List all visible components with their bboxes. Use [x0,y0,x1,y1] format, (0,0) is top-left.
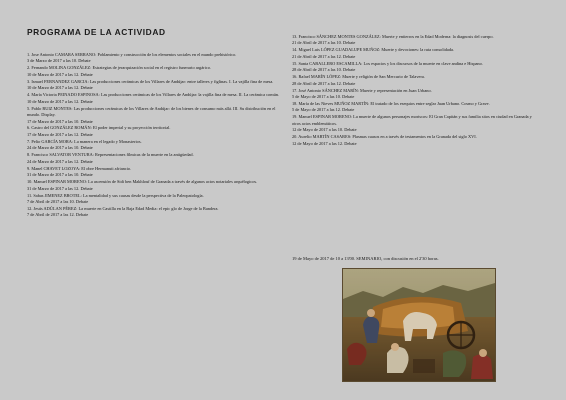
entry-date: 21 de Abril de 2017 a las 12. Debate [292,53,356,59]
entry-text: 18. María de las Nieves MUÑOZ MARTÍN: El tratado de los esequios entre seglar Juan Urbano. Cosmo y Grave. [292,101,490,107]
entry-text: 11. Sabas JIMENEZ BROTEL: La mentalidad y sus causas desde la perspectiva de la Paleopatología. [27,192,204,198]
left-entry [27,139,282,152]
entry-text: 4. María Victoria PEINADO ESPINOSA: Las producciones cerámicas de los Villares de Andújar: la vajilla fina de mesa. II. La cerámica común. [27,92,280,98]
entry-text: 8. Francisco SALVATOR VENTURA: Representaciones fílmicas de la muerte en la antigüedad. [27,152,194,158]
right-entry [292,47,538,60]
entry-text: 13. Francisco SÁNCHEZ MONTES GONZÁLEZ: Muerte y entierros en la Edad Moderna: la diagnosis del cuerpo. [292,34,494,39]
right-entry [292,101,538,114]
entry-date: 5 de Mayo de 2017 a las 10. Debate [292,94,355,100]
left-entry [27,193,282,206]
entry-text: 9. Manel CHAVET LOZOYA: El obre Hermanuti afriancio. [27,165,132,171]
painting-image [342,268,496,382]
entry-text: 14. Miguel Luis LÓPEZ GUADALUPE MUÑOZ: Muerte y devociones: la ruta consolidada. [292,47,455,53]
left-entry [27,179,282,192]
entry-date: 24 de Marzo de 2017 a las 12. Debate [27,158,93,164]
entry-text: 15. Santa CABALLERO ESCAMILLA: Los espacios y los discursos de la muerte en clave andina e Hispano. [292,60,483,66]
right-entry [292,88,538,101]
left-entry [27,106,282,125]
left-entry [27,152,282,165]
entry-text: 16. Rafael MARÍN LÓPEZ: Muerte y religión de San Mercurio de Talavera. [292,74,425,80]
right-entry [292,114,538,133]
entry-text: 6. Castro del GONZÁLEZ ROMÁN: El poder imperial y su proyección territorial. [27,125,171,131]
right-entry [292,74,538,87]
entry-date: 10 de Marzo de 2017 a las 12. Debate [27,85,93,91]
entry-text: 12. Jesús ADÚLAN PÉREZ: La muerte en Castilla en la Baja Edad Media: el epic glo de Jorge de la Bandera. [27,205,219,211]
document-title: PROGRAMA DE LA ACTIVIDAD [27,27,166,37]
left-entry [27,52,282,65]
left-entry [27,125,282,138]
entry-date: 31 de Marzo de 2017 a las 10. Debate [27,172,93,178]
left-entry [27,92,282,105]
entry-date: 7 de Abril de 2017 a las 10. Debate [27,198,89,204]
entry-text: 1. Jose Antonio CAMARA SERRANO: Poblamiento y construcción de los elementos sociales en el mundo prehistórico. [27,52,237,57]
entry-date: 10 de Marzo de 2017 a las 12. Debate [27,98,93,104]
entry-date: 12 de Mayo de 2017 a las 10. Debate [292,127,357,133]
entry-date: 21 de Abril de 2017 a las 10. Debate [292,40,356,46]
right-entry [292,34,538,47]
entry-date: 5 de Mayo de 2017 a las 12. Debate [292,107,355,113]
entry-text: 19. Manuel ESPINAR MORENO: La muerte de algunos personajes moriscos: El Gran Capitán y sus familia sitos en ciudad en Granada y otros actos emblemáticos. [292,114,532,126]
entry-date: 12 de Mayo de 2017 a las 12. Debate [292,140,357,146]
entry-text: 3. Ismael FERNANDEZ GARCIA: Las producciones cerámicas de los Villares de Andújar: entre talleres y figlinas. I. La vajilla fina de mesa. [27,78,274,84]
entry-text: 2. Fernando MOLINA GONZÁLEZ: Estrategias de jerarquización social en el registro funerario argárico. [27,65,211,71]
entry-date: 10 de Marzo de 2017 a las 12. Debate [27,71,93,77]
entry-text: 7. Pelio GARCÍA MORA: La manera en el legado y Monasterios. [27,138,142,144]
entry-text: 20. Aurelio MARTÍN CASARES: Plasmas cuasos en a través de testamentos en la Granada del siglo XVI. [292,134,477,140]
entry-text: 10. Manuel ESPINAR MORENO: La ascensión de Sidi ben Makhlouf de Granada a través de algunos actos notariales arquélogicos. [27,179,258,185]
entry-date: 24 de Marzo de 2017 a las 10. Debate [27,145,93,151]
entry-date: 31 de Marzo de 2017 a las 12. Debate [27,185,93,191]
entry-text: 5. Pablo RUIZ MONTES: Las producciones cerámicas de los Villares de Andújar: de los bienes de consumo más allá. III. Su distribución en el mundo. Display. [27,105,276,118]
right-entry [292,61,538,74]
entry-date: 17 de Marzo de 2017 a las 10. Debate [27,118,93,124]
entry-date: 28 de Abril de 2017 a las 10. Debate [292,67,356,73]
painting-illustration [343,269,495,381]
entry-date: 17 de Marzo de 2017 a las 12. Debate [27,131,93,137]
entry-date: 28 de Abril de 2017 a las 12. Debate [292,80,356,86]
entry-date: 3 de Marzo de 2017 a las 10. Debate [27,58,91,64]
seminar-note: 19 de Mayo de 2017 de 10 a 13'00. SEMINARIO, con discusión en el 2'30 horas. [292,256,439,261]
left-entry [27,166,282,179]
entry-text: 17. José Antonio SÁNCHEZ MARÍN: Muerte y representación en Juan Urbano. [292,87,432,93]
right-entry [292,134,538,147]
left-entry [27,206,282,219]
right-column [292,34,538,148]
left-entry [27,79,282,92]
entry-date: 7 de Abril de 2017 a las 12. Debate [27,212,89,218]
left-column [27,52,282,219]
left-entry [27,65,282,78]
